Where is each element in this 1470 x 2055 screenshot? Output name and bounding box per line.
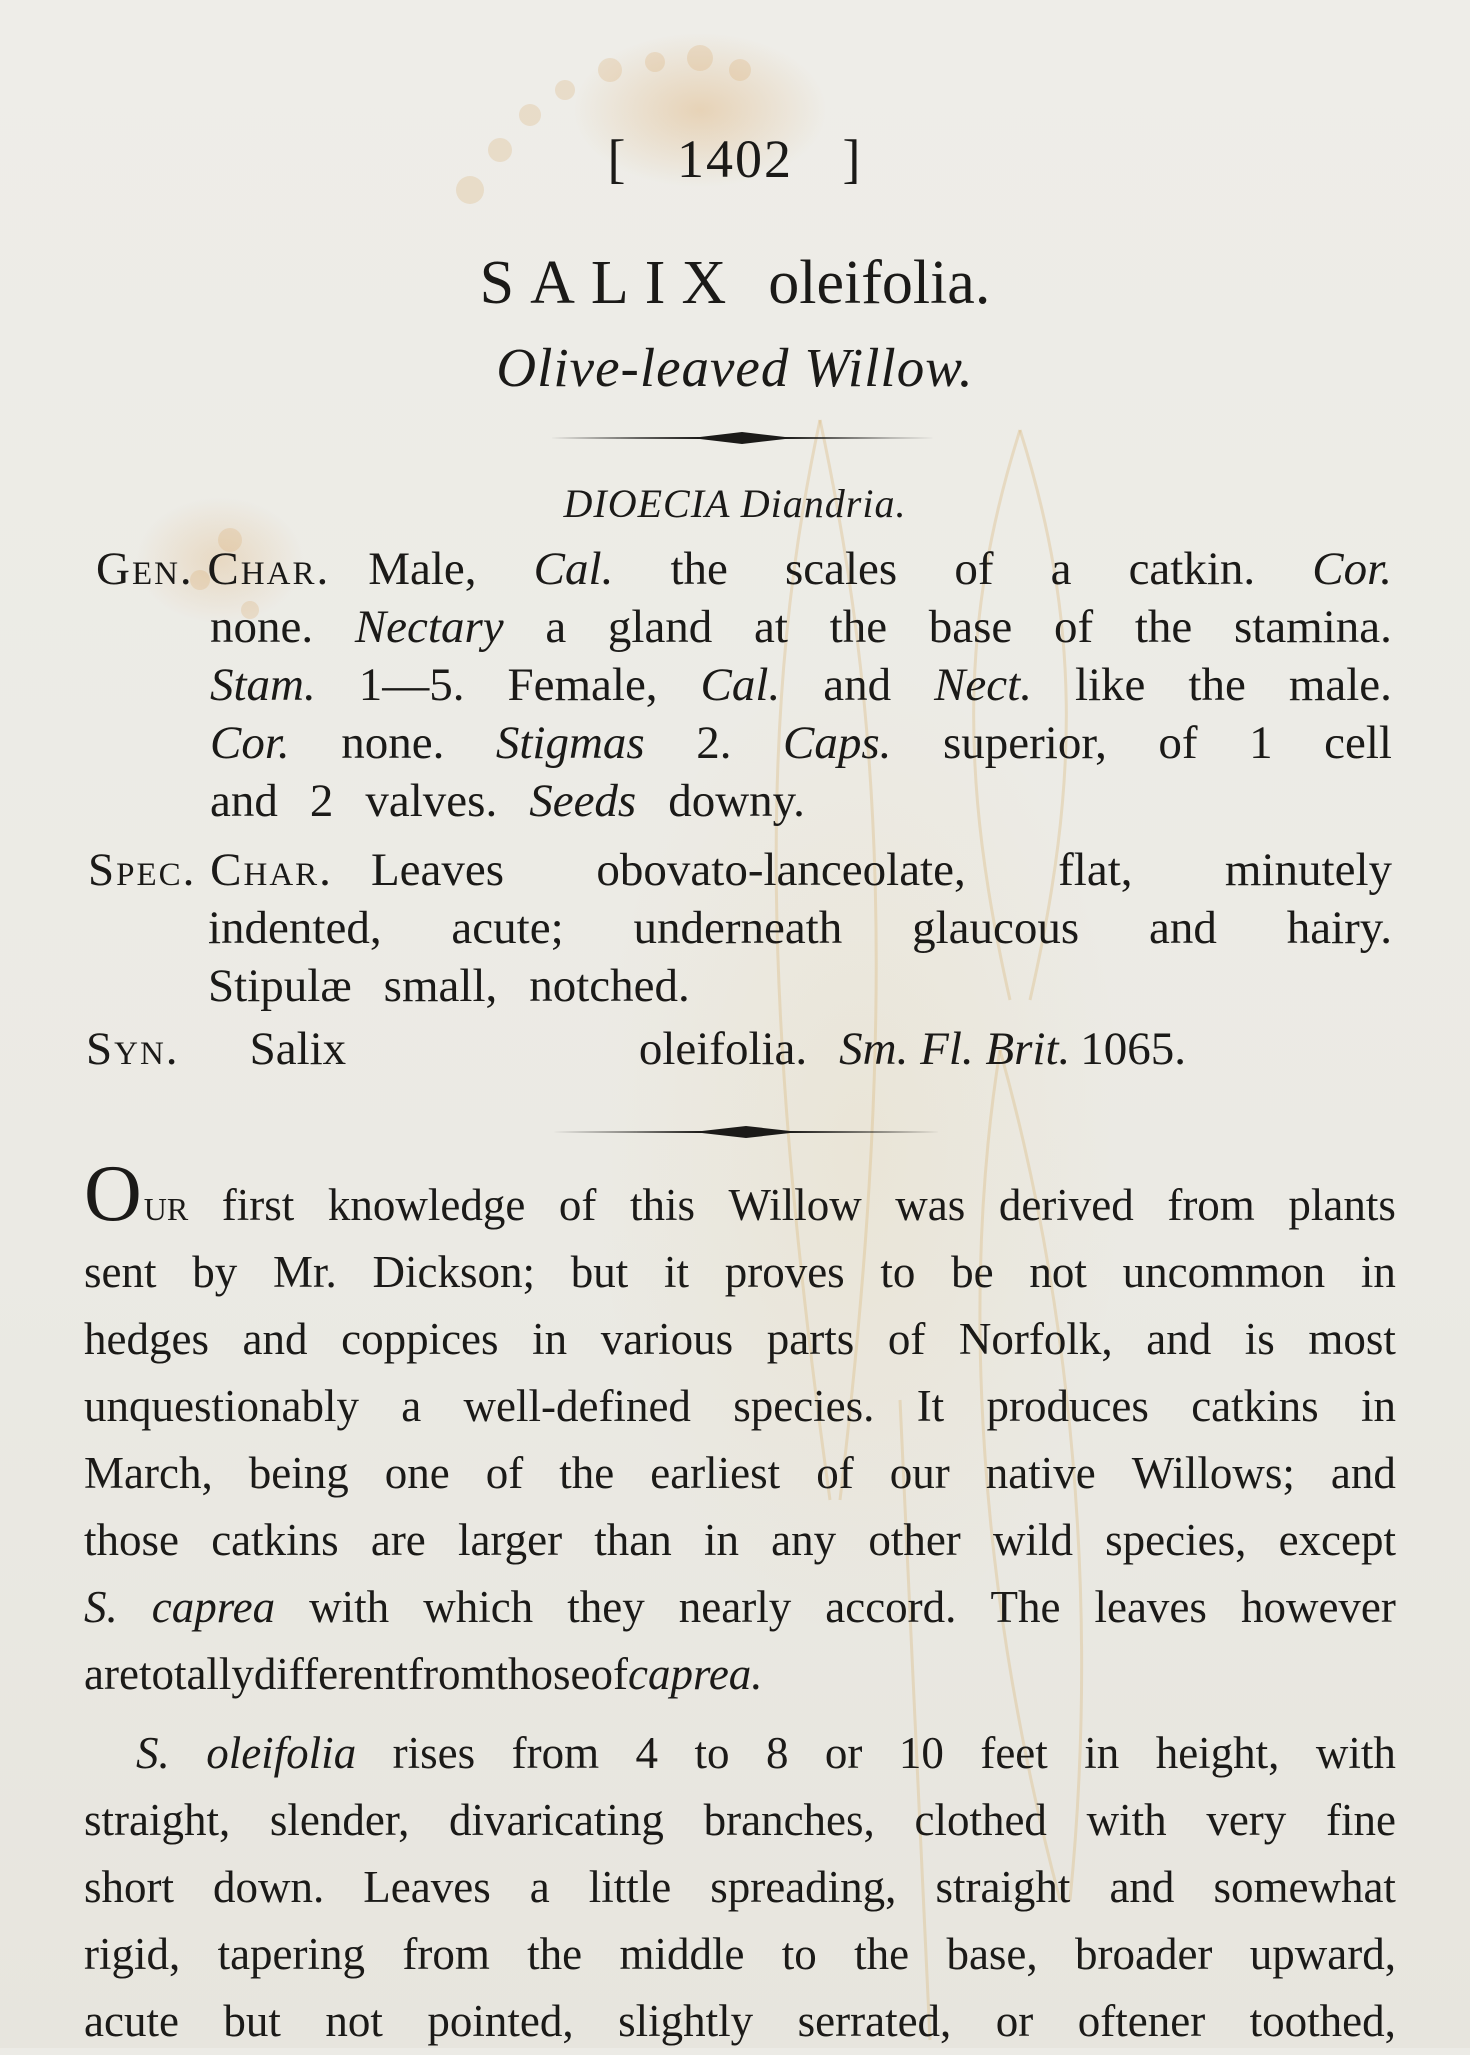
generic-character — [96, 540, 1392, 830]
gen-char-line: and 2 valves. Seeds downy. — [210, 775, 805, 827]
description-paragraph — [84, 1720, 1396, 2055]
plate-number: [ 1402 ] — [607, 129, 863, 189]
spec-char-text: Leaves obovato-lanceolate, flat, minutely — [370, 844, 1392, 896]
description-paragraph — [84, 1150, 1396, 1708]
paragraph-line: are totally different from those of caprea. — [84, 1649, 763, 1699]
paragraph-line: sent by Mr. Dickson; but it proves to be not uncommon in — [84, 1247, 1396, 1297]
paragraph-line: unquestionably a well-defined species. It produces catkins in — [84, 1381, 1396, 1431]
gen-char-line: Cor. none. Stigmas 2. Caps. superior, of 1 cell — [210, 717, 1392, 769]
gen-char-line — [96, 540, 1392, 598]
syn-label: Syn. — [86, 1023, 180, 1075]
paragraph-line: S. oleifolia rises from 4 to 8 or 10 feet in height, with — [136, 1728, 1396, 1778]
syn-reference: Sm. Fl. Brit. — [839, 1023, 1071, 1075]
species-name: oleifolia. — [768, 249, 991, 317]
linnaean-classification — [0, 480, 1470, 527]
order-name: Diandria. — [740, 481, 907, 526]
spec-char-label: Spec. Char. — [88, 844, 333, 896]
paragraph-line: those catkins are larger than in any other wild species, except — [84, 1515, 1396, 1565]
synonymy — [86, 1020, 1186, 1078]
gen-char-label: Gen. Char. — [96, 543, 331, 595]
ornamental-rule — [550, 430, 935, 446]
common-name: Olive-leaved Willow. — [496, 337, 974, 398]
paragraph-line: hedges and coppices in various parts of Norfolk, and is most — [84, 1314, 1396, 1364]
paragraph-line: S. caprea with which they nearly accord. The leaves however — [84, 1582, 1396, 1632]
syn-text: Salix oleifolia. — [249, 1023, 808, 1075]
gen-char-line: Stam. 1—5. Female, Cal. and Nect. like the male. — [210, 659, 1392, 711]
specific-character — [88, 841, 1392, 1015]
spec-char-line: indented, acute; underneath glaucous and hairy. — [208, 902, 1392, 954]
paragraph-line: acute but not pointed, slightly serrated, or oftener toothed, — [84, 1996, 1396, 2046]
ornamental-rule — [552, 1124, 940, 1140]
spec-char-line — [88, 841, 1392, 899]
gen-char-line: none. Nectary a gland at the base of the stamina. — [210, 601, 1392, 653]
paragraph-line: short down. Leaves a little spreading, straight and somewhat — [84, 1862, 1396, 1912]
syn-number: 1065. — [1080, 1023, 1186, 1075]
syn-line — [86, 1020, 1186, 1078]
gen-char-text: Male, Cal. the scales of a catkin. Cor. — [368, 543, 1392, 595]
paragraph-line: Our first knowledge of this Willow was derived from plants — [84, 1150, 1396, 1238]
class-name: DIOECIA — [563, 481, 730, 526]
scientific-name — [0, 248, 1470, 319]
genus-name: SALIX — [479, 249, 743, 317]
paragraph-line: straight, slender, divaricating branches, clothed with very fine — [84, 1795, 1396, 1845]
spec-char-line: Stipulæ small, notched. — [208, 960, 690, 1012]
paragraph-line: March, being one of the earliest of our native Willows; and — [84, 1448, 1396, 1498]
paragraph-line: rigid, tapering from the middle to the base, broader upward, — [84, 1929, 1396, 1979]
